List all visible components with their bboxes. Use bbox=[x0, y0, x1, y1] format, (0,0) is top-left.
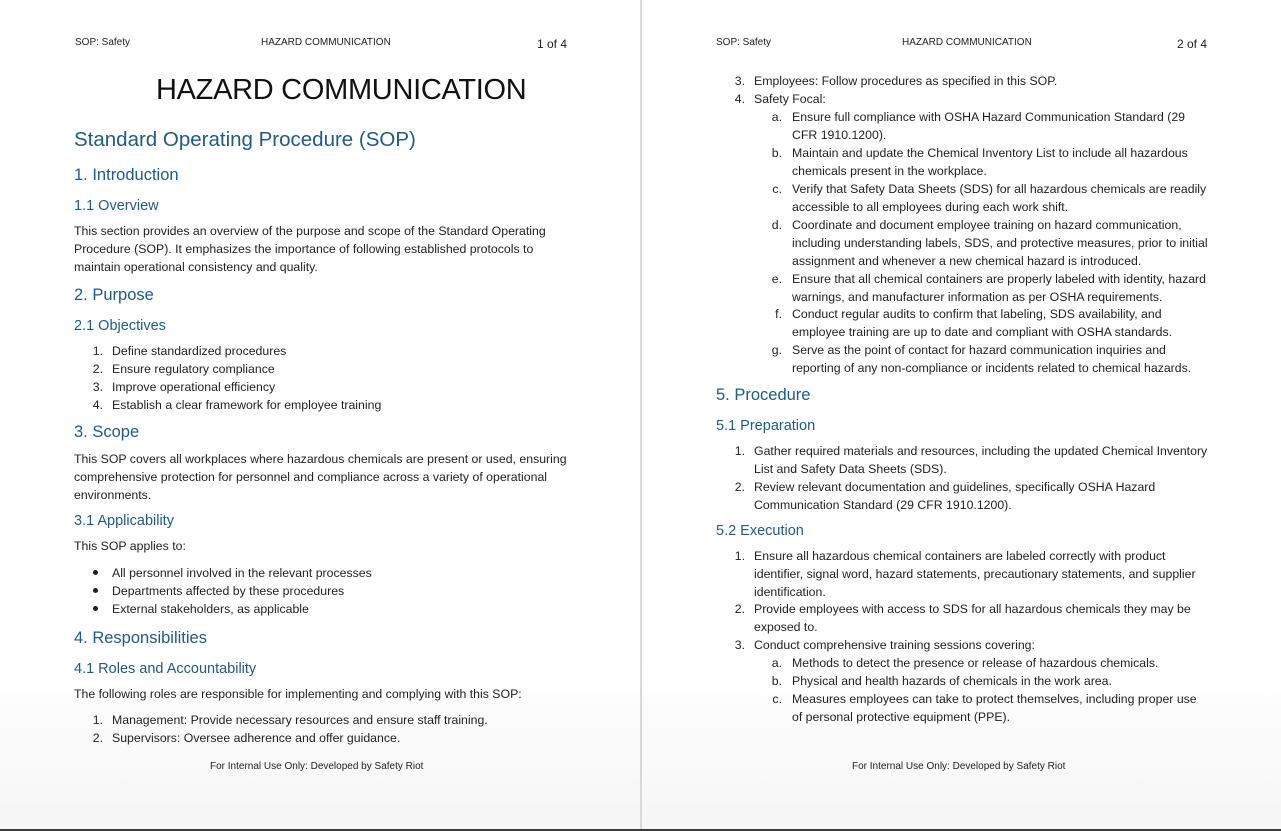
bullet-item: All personnel involved in the relevant processes bbox=[112, 566, 372, 580]
paragraph-line: This SOP covers all workplaces where hazardous chemicals are present or used, ensuring bbox=[74, 452, 567, 466]
list-item: Provide employees with access to SDS for all hazardous chemicals they may be bbox=[754, 602, 1191, 616]
list-item: Supervisors: Oversee adherence and offer guidance. bbox=[112, 731, 401, 745]
sublist-item: employee training are up to date and compliant with OSHA standards. bbox=[792, 325, 1173, 339]
list-item: List and Safety Data Sheets (SDS). bbox=[754, 462, 947, 476]
subsection-heading-execution: 5.2 Execution bbox=[716, 523, 804, 539]
sublist-item: reporting of any non-compliance or incidents related to chemical hazards. bbox=[792, 361, 1192, 375]
section-heading-introduction: 1. Introduction bbox=[74, 166, 179, 184]
paragraph-line: This section provides an overview of the purpose and scope of the Standard Operating bbox=[74, 224, 546, 238]
list-item: Management: Provide necessary resources and ensure staff training. bbox=[112, 713, 488, 727]
list-item: Ensure all hazardous chemical containers are labeled correctly with product bbox=[754, 549, 1166, 563]
list-number: 1. bbox=[734, 549, 745, 563]
list-item: Communication Standard (29 CFR 1910.1200). bbox=[754, 498, 1012, 512]
sublist-item: accessible to all employees during each work shift. bbox=[792, 200, 1069, 214]
sublist-item: assignment and whenever a new chemical hazard is introduced. bbox=[792, 254, 1142, 268]
paragraph-line: The following roles are responsible for implementing and complying with this SOP: bbox=[74, 687, 522, 701]
page-number: 2 of 4 bbox=[1177, 37, 1208, 51]
section-heading-procedure: 5. Procedure bbox=[716, 386, 811, 404]
document-page-2 bbox=[642, 0, 1281, 829]
section-heading-scope: 3. Scope bbox=[74, 423, 140, 441]
sublist-letter: d. bbox=[771, 218, 782, 232]
list-number: 3. bbox=[734, 74, 745, 88]
sublist-item: Ensure that all chemical containers are properly labeled with identity, hazard bbox=[792, 272, 1206, 286]
subsection-heading-overview: 1.1 Overview bbox=[74, 198, 159, 214]
sublist-item: Verify that Safety Data Sheets (SDS) for all hazardous chemicals are readily bbox=[792, 182, 1207, 196]
bullet-item: External stakeholders, as applicable bbox=[112, 602, 309, 616]
list-number: 3. bbox=[734, 638, 745, 652]
sublist-letter: b. bbox=[771, 674, 782, 688]
list-item: identifier, signal word, hazard statements, precautionary statements, and supplier bbox=[754, 567, 1196, 581]
sublist-letter: f. bbox=[775, 307, 782, 321]
sublist-item: Physical and health hazards of chemicals in the work area. bbox=[792, 674, 1112, 688]
paragraph-line: This SOP applies to: bbox=[74, 539, 186, 553]
list-number: 2. bbox=[92, 731, 103, 745]
paragraph-line: comprehensive protection for personnel and compliance across a variety of operational bbox=[74, 470, 548, 484]
bullet-icon bbox=[93, 606, 98, 611]
list-item: Conduct comprehensive training sessions covering: bbox=[754, 638, 1035, 652]
list-number: 1. bbox=[734, 444, 745, 458]
page-footer: For Internal Use Only: Developed by Safety Riot bbox=[210, 761, 424, 772]
sublist-letter: b. bbox=[771, 146, 782, 160]
list-number: 3. bbox=[92, 380, 103, 394]
list-number: 2. bbox=[734, 602, 745, 616]
section-heading-purpose: 2. Purpose bbox=[74, 286, 154, 304]
subsection-heading-roles: 4.1 Roles and Accountability bbox=[74, 661, 257, 677]
list-item: Ensure regulatory compliance bbox=[112, 362, 275, 376]
sublist-item: including understanding labels, SDS, and protective measures, prior to initial bbox=[792, 236, 1208, 250]
sop-heading: Standard Operating Procedure (SOP) bbox=[74, 128, 416, 151]
list-item: Review relevant documentation and guidelines, specifically OSHA Hazard bbox=[754, 480, 1156, 494]
sublist-item: Serve as the point of contact for hazard communication inquiries and bbox=[792, 343, 1166, 357]
header-left: SOP: Safety bbox=[75, 37, 131, 48]
header-center: HAZARD COMMUNICATION bbox=[261, 37, 391, 48]
subsection-heading-objectives: 2.1 Objectives bbox=[74, 318, 166, 334]
sublist-letter: c. bbox=[772, 692, 782, 706]
sublist-item: Measures employees can take to protect themselves, including proper use bbox=[792, 692, 1197, 706]
list-item: Safety Focal: bbox=[754, 92, 826, 106]
list-number: 2. bbox=[734, 480, 745, 494]
sublist-letter: c. bbox=[772, 182, 782, 196]
sublist-letter: e. bbox=[771, 272, 782, 286]
document-page-1 bbox=[0, 0, 640, 829]
list-number: 1. bbox=[92, 713, 103, 727]
paragraph-line: Procedure (SOP). It emphasizes the importance of following established protocols to bbox=[74, 242, 534, 256]
sublist-letter: g. bbox=[771, 343, 782, 357]
sublist-item: Ensure full compliance with OSHA Hazard Communication Standard (29 bbox=[792, 110, 1186, 124]
sublist-letter: a. bbox=[771, 110, 782, 124]
list-number: 1. bbox=[92, 344, 103, 358]
list-number: 4. bbox=[92, 398, 103, 412]
subsection-heading-applicability: 3.1 Applicability bbox=[74, 513, 174, 529]
list-item: exposed to. bbox=[754, 620, 818, 634]
list-item: Define standardized procedures bbox=[112, 344, 287, 358]
bullet-icon bbox=[93, 588, 98, 593]
sublist-item: chemicals present in the workplace. bbox=[792, 164, 987, 178]
sublist-item: of personal protective equipment (PPE). bbox=[792, 710, 1011, 724]
list-number: 4. bbox=[734, 92, 745, 106]
sublist-item: Maintain and update the Chemical Inventory List to include all hazardous bbox=[792, 146, 1188, 160]
sublist-item: Coordinate and document employee training on hazard communication, bbox=[792, 218, 1182, 232]
page-footer: For Internal Use Only: Developed by Safety Riot bbox=[852, 761, 1066, 772]
page-number: 1 of 4 bbox=[537, 37, 568, 51]
list-item: identification. bbox=[754, 585, 826, 599]
sublist-letter: a. bbox=[771, 656, 782, 670]
bullet-item: Departments affected by these procedures bbox=[112, 584, 345, 598]
list-item: Employees: Follow procedures as specified in this SOP. bbox=[754, 74, 1058, 88]
paragraph-line: maintain operational consistency and quality. bbox=[74, 260, 318, 274]
list-item: Establish a clear framework for employee training bbox=[112, 398, 382, 412]
sublist-item: Conduct regular audits to confirm that labeling, SDS availability, and bbox=[792, 307, 1162, 321]
bullet-icon bbox=[93, 570, 98, 575]
list-item: Gather required materials and resources, including the updated Chemical Inventory bbox=[754, 444, 1208, 458]
sublist-item: Methods to detect the presence or release of hazardous chemicals. bbox=[792, 656, 1159, 670]
header-center: HAZARD COMMUNICATION bbox=[902, 37, 1032, 48]
document-title: HAZARD COMMUNICATION bbox=[156, 74, 527, 106]
subsection-heading-preparation: 5.1 Preparation bbox=[716, 418, 816, 434]
list-number: 2. bbox=[92, 362, 103, 376]
paragraph-line: environments. bbox=[74, 488, 152, 502]
sublist-item: CFR 1910.1200). bbox=[792, 128, 887, 142]
sublist-item: warnings, and manufacturer information as per OSHA requirements. bbox=[792, 290, 1163, 304]
header-left: SOP: Safety bbox=[716, 37, 772, 48]
section-heading-responsibilities: 4. Responsibilities bbox=[74, 629, 207, 647]
list-item: Improve operational efficiency bbox=[112, 380, 276, 394]
